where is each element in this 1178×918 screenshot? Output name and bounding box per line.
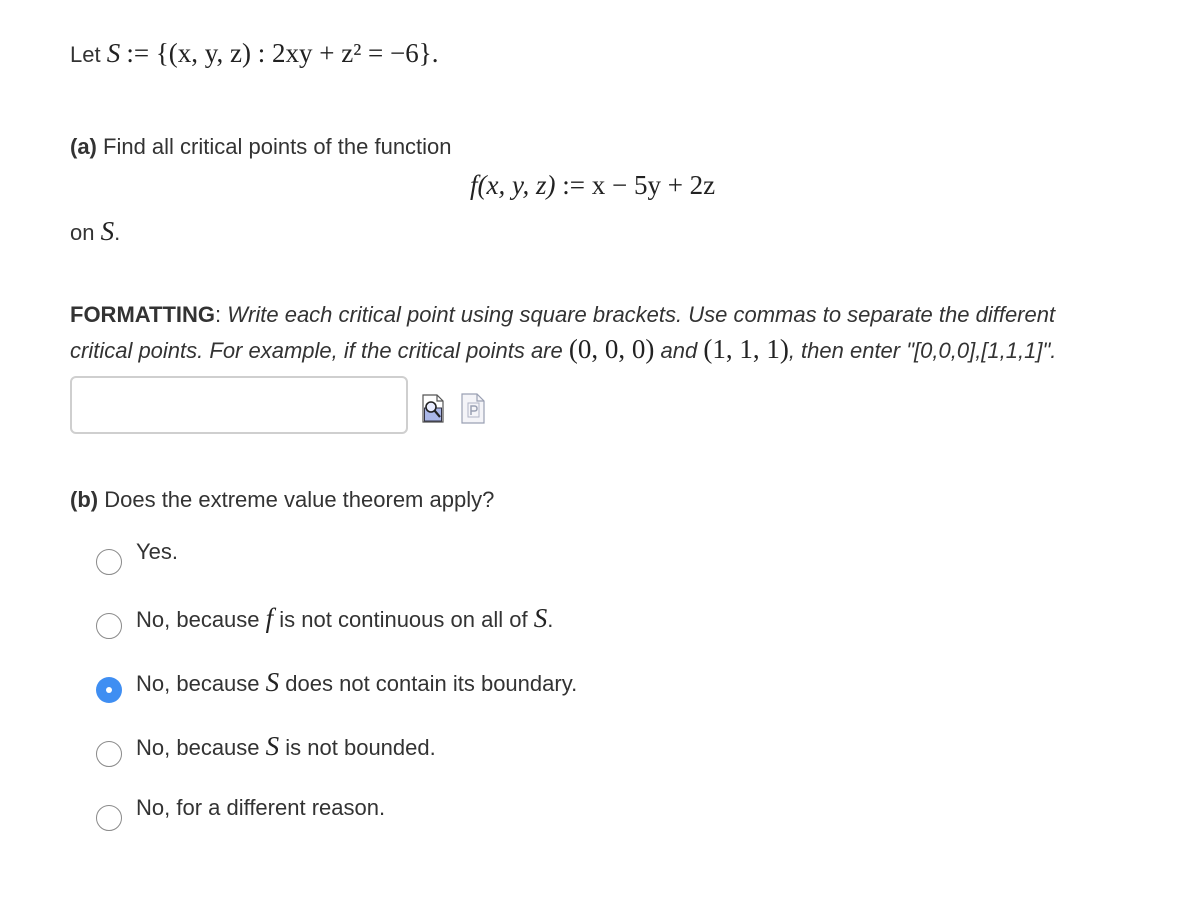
formatting-colon: : bbox=[215, 302, 222, 327]
function-definition bbox=[470, 170, 715, 201]
formatting-label: FORMATTING bbox=[70, 302, 216, 327]
critical-points-answer-input[interactable] bbox=[70, 376, 408, 434]
formatting-text-2c: , then enter "[0,0,0],[1,1,1]". bbox=[788, 338, 1057, 363]
period: . bbox=[114, 220, 121, 245]
option-yes-radio[interactable] bbox=[96, 549, 122, 575]
set-symbol-a: S bbox=[100, 216, 115, 246]
option-not-continuous-label bbox=[136, 603, 553, 634]
option-different-reason-radio[interactable] bbox=[96, 805, 122, 831]
part-b-label: (b) bbox=[70, 487, 99, 512]
option-no-boundary-radio[interactable] bbox=[96, 677, 122, 703]
function-rhs: := x − 5y + 2z bbox=[562, 170, 716, 200]
part-a-prompt bbox=[70, 134, 452, 160]
on-word: on bbox=[70, 220, 95, 245]
problem-intro bbox=[70, 38, 438, 69]
period: . bbox=[547, 607, 554, 632]
part-b-question: Does the extreme value theorem apply? bbox=[104, 487, 495, 512]
formatting-text-1: Write each critical point using square brackets. Use commas to separate the different bbox=[227, 302, 1056, 327]
option-text: No, because bbox=[136, 607, 260, 632]
formatting-line-2 bbox=[70, 334, 1056, 365]
equation-preview-icon[interactable] bbox=[421, 391, 445, 425]
option-text: No, because bbox=[136, 735, 260, 760]
example-point-1: (0, 0, 0) bbox=[568, 334, 655, 364]
intro-prefix: Let bbox=[70, 42, 101, 67]
on-set-text bbox=[70, 216, 120, 247]
set-definition: := {(x, y, z) : 2xy + z² = −6}. bbox=[126, 38, 439, 68]
example-point-2: (1, 1, 1) bbox=[703, 334, 789, 364]
option-not-bounded-label bbox=[136, 731, 436, 762]
formatting-line-1 bbox=[70, 302, 1055, 328]
option-not-continuous-radio[interactable] bbox=[96, 613, 122, 639]
set-symbol: S bbox=[265, 667, 280, 697]
part-a-text: Find all critical points of the function bbox=[103, 134, 452, 159]
set-symbol: S bbox=[106, 38, 121, 68]
set-symbol: S bbox=[533, 603, 548, 633]
option-text: is not continuous on all of bbox=[279, 607, 528, 632]
option-text: No, because bbox=[136, 671, 260, 696]
option-different-reason-label: No, for a different reason. bbox=[136, 795, 386, 820]
option-no-boundary-label bbox=[136, 667, 577, 698]
part-a-label: (a) bbox=[70, 134, 97, 159]
option-text: is not bounded. bbox=[285, 735, 436, 760]
formatting-text-2b: and bbox=[660, 338, 698, 363]
formatting-text-2a: critical points. For example, if the critical points are bbox=[70, 338, 563, 363]
function-lhs: f(x, y, z) bbox=[470, 170, 556, 200]
set-symbol: S bbox=[265, 731, 280, 761]
part-b-prompt bbox=[70, 487, 494, 513]
option-not-bounded-radio[interactable] bbox=[96, 741, 122, 767]
option-text: does not contain its boundary. bbox=[285, 671, 578, 696]
ptex-document-icon[interactable] bbox=[460, 391, 486, 425]
option-yes-label: Yes. bbox=[136, 539, 179, 564]
function-symbol: f bbox=[265, 603, 274, 633]
